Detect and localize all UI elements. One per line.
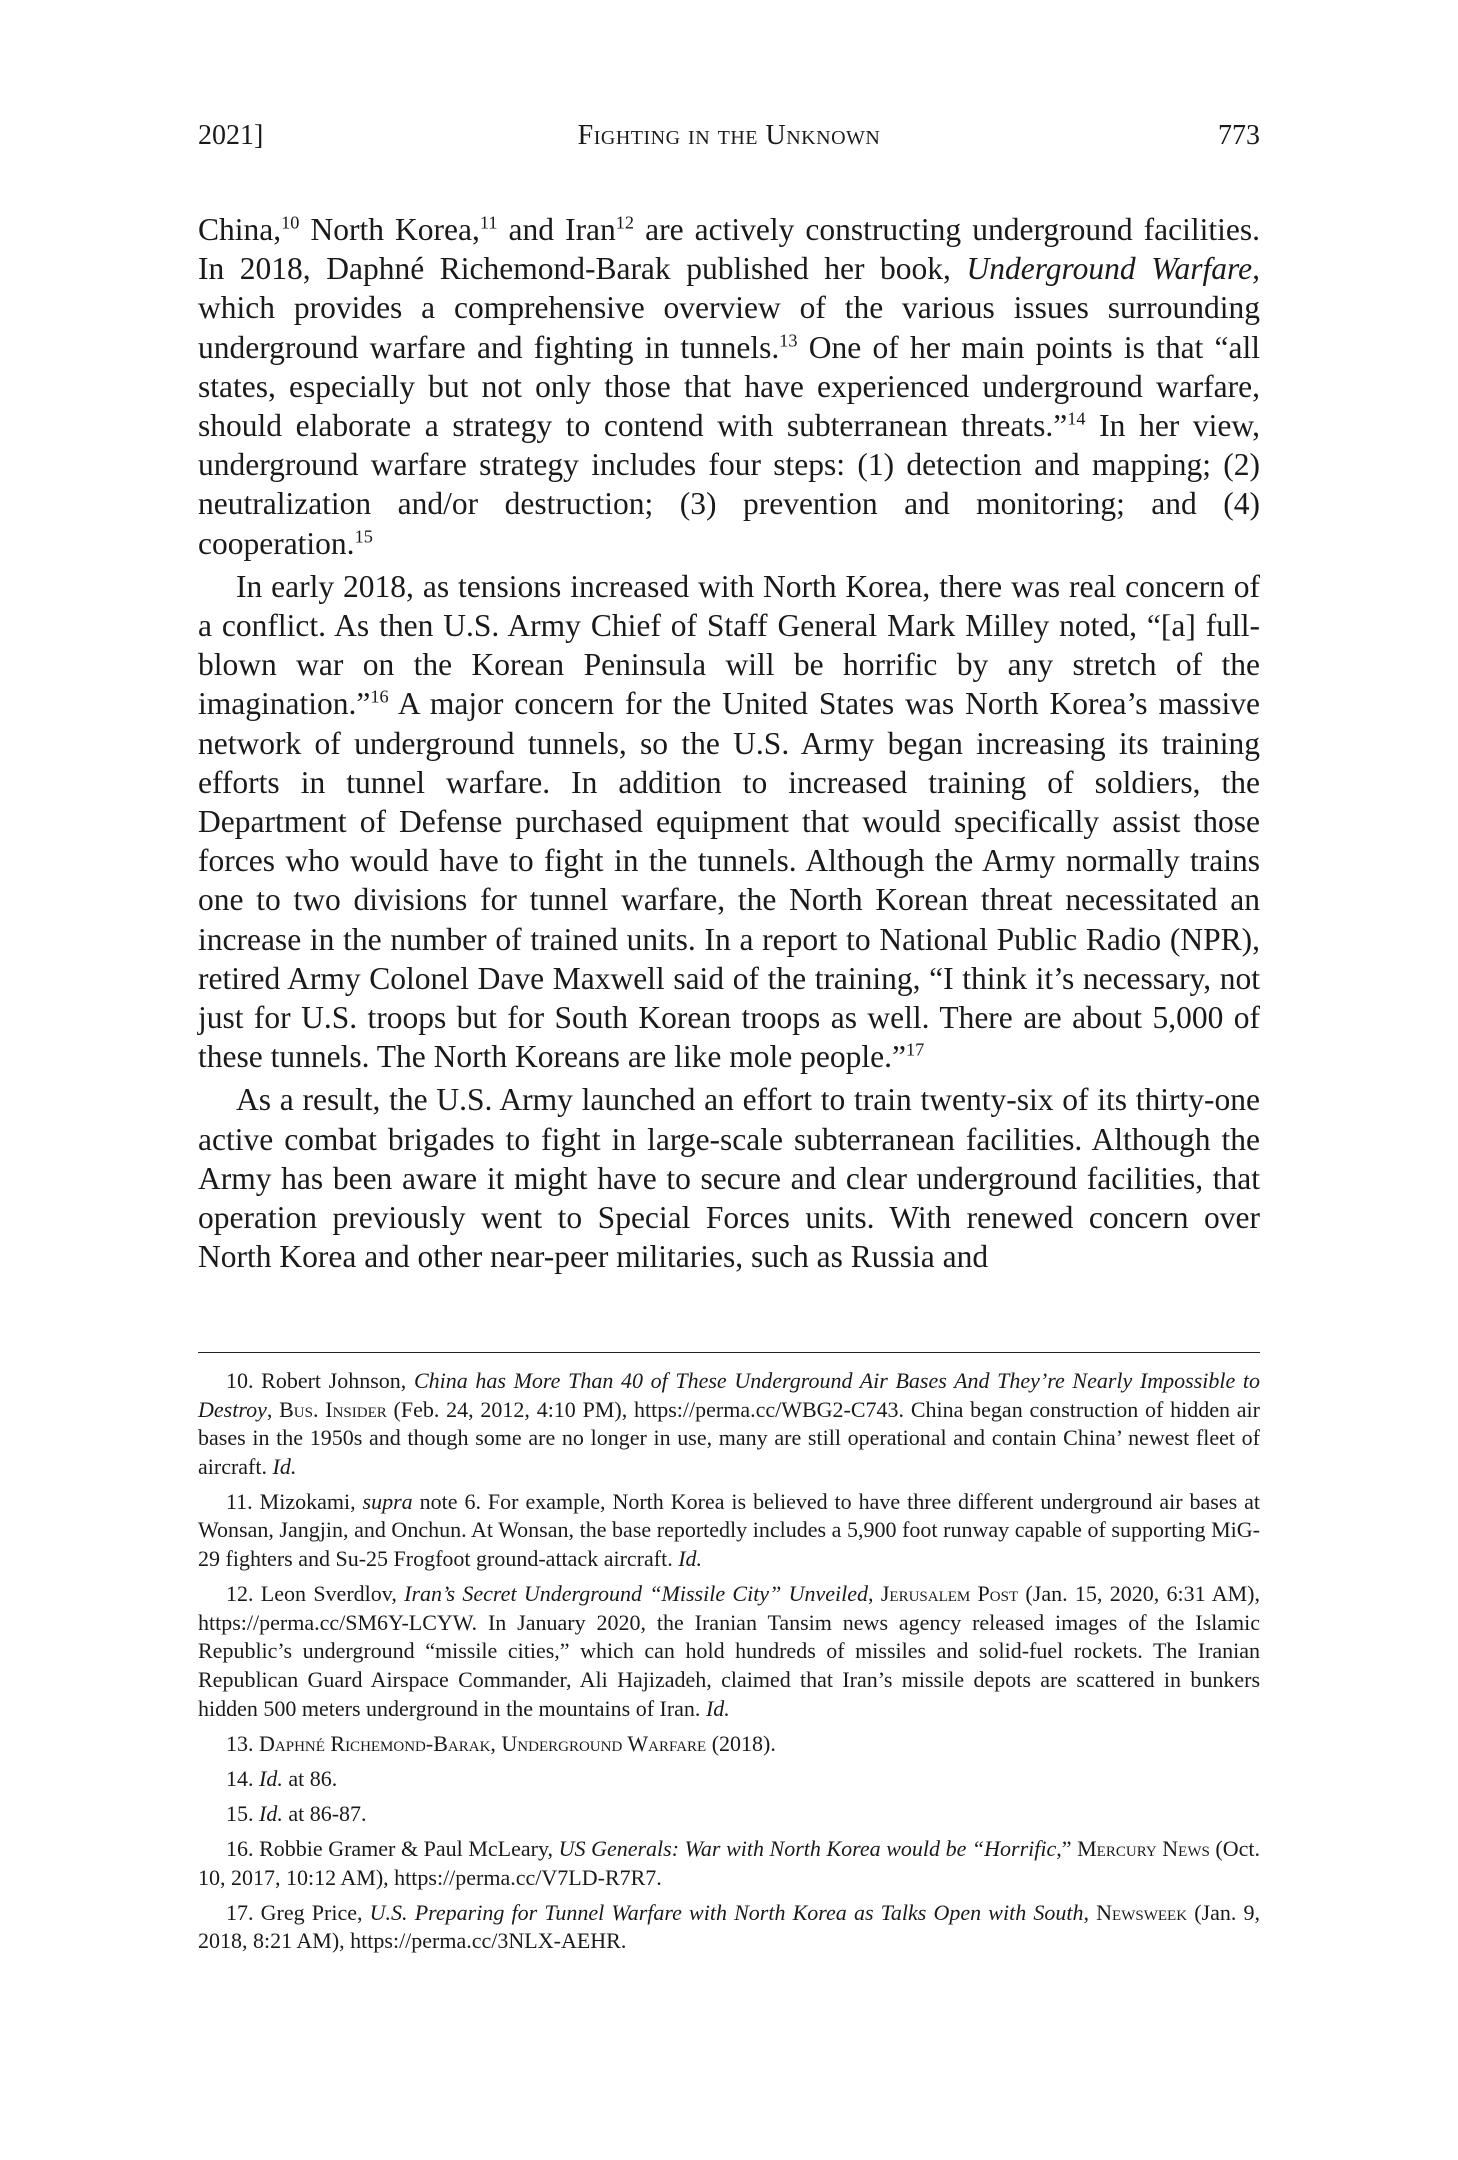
footnote-ref: 14 [1067,408,1086,429]
citation-signal: Id. [259,1765,283,1791]
footnote [198,1580,1260,1723]
footnote-ref: 16 [370,686,389,707]
article-title: China has More Than 40 of These Underground Air Bases And They’re Nearly Impossible to Destroy [198,1368,1261,1422]
footnote-number: 12. [226,1581,254,1607]
article-title: U.S. Preparing for Tunnel Warfare with North Korea as Talks Open with South [369,1899,1084,1925]
volume-year: 2021] [198,120,264,151]
footnote [198,1835,1260,1892]
footnote-number: 15. [226,1800,254,1826]
text-run: In early 2018, as tensions increased with North Korea, there was real concern of a conflict. As then U.S. Army Chief of Staff General Mark Milley noted, “[a] full-blown war on the Korean Peninsula will be horrific by any stretch of the imagination.” [198,568,1260,722]
publication-name: Jerusalem Post [880,1581,1019,1607]
text-run: (2018). [706,1730,776,1756]
text-run: China, [198,212,282,247]
book-citation: Daphné Richemond-Barak, Underground Warfare [259,1730,707,1756]
text-run: and Iran [497,212,616,247]
footnote-ref: 12 [615,212,635,233]
footnote-number: 17. [226,1899,254,1925]
footnote-number: 14. [226,1765,254,1791]
footnote [198,1800,1260,1829]
paragraph [198,1080,1260,1276]
book-title: Underground Warfare, [966,251,1261,287]
text-run: , [868,1581,881,1607]
footnote-ref: 10 [281,212,300,233]
citation-signal: Id. [705,1695,730,1721]
text-run: North Korea, [299,212,480,247]
text-run: (Jan. 9, 2018, 8:21 AM), https://perma.cc/3NLX-AEHR. [198,1899,1261,1954]
text-run: which provides a comprehensive overview of the various issues surrounding underground warfare and fighting in tunnels. [198,290,1260,365]
citation-signal: supra [362,1488,413,1514]
citation-signal: Id. [272,1453,297,1479]
text-run: are actively constructing underground facilities. In 2018, Daphné Richemond-Barak published her book, [198,212,1260,287]
footnotes [198,1367,1260,1962]
footnote [198,1367,1260,1481]
text-run: In her view, underground warfare strategy includes four steps: (1) detection and mapping; (2) neutralization and/or destruction; (3) prevention and monitoring; and (4) cooperation. [198,408,1260,561]
footnote [198,1730,1260,1759]
text-run: As a result, the U.S. Army launched an effort to train twenty-six of its thirty-one active combat brigades to fight in large-scale subterranean facilities. Although the Army has been aware it might have to secure and clear underground facilities, that operation previously went to Special Forces units. With renewed concern over North Korea and other near-peer militaries, such as Russia and [198,1082,1260,1275]
footnote-number: 11. [226,1488,253,1514]
footnote-number: 13. [226,1730,254,1756]
main-text [198,210,1260,1276]
article-title: Iran’s Secret Underground “Missile City” Unveiled [404,1581,869,1607]
footnote [198,1899,1260,1956]
article-title: US Generals: War with North Korea would be “Horrific [558,1835,1057,1861]
footnote [198,1765,1260,1794]
footnote-ref: 17 [905,1039,925,1060]
paragraph [198,210,1260,563]
publication-name: Newsweek [1096,1899,1188,1925]
text-run: , [266,1396,280,1422]
text-run: , [1083,1899,1097,1925]
paragraph [198,567,1260,1077]
text-run: Leon Sverdlov, [253,1581,405,1607]
text-run: at 86-87. [282,1800,367,1826]
footnote-ref: 13 [779,330,798,351]
text-run: A major concern for the United States was North Korea’s massive network of underground tunnels, so the U.S. Army began increasing its training efforts in tunnel warfare. In addition to increased training of soldiers, the Department of Defense purchased equipment that would specifically assist those forces who would have to fight in the tunnels. Although the Army normally trains one to two divisions for tunnel warfare, the North Korean threat necessitated an increase in the number of trained units. In a report to National Public Radio (NPR), retired Army Colonel Dave Maxwell said of the training, “I think it’s necessary, not just for U.S. troops but for South Korean troops as well. There are about 5,000 of these tunnels. The North Koreans are like mole people.” [198,686,1260,1075]
footnote-number: 10. [226,1368,254,1393]
text-run: (Oct. 10, 2017, 10:12 AM), https://perma.cc/V7LD-R7R7. [198,1835,1260,1890]
text-run: (Feb. 24, 2012, 4:10 PM), https://perma.cc/WBG2-C743. China began construction of hidden air bases in the 1950s and though some are no longer in use, many are still operational and contain China’ newest fleet of aircraft. [198,1396,1260,1479]
text-run: Robert Johnson, [253,1368,414,1393]
footnote-separator [198,1352,1260,1353]
text-run: at 86. [282,1765,338,1791]
text-run: Robbie Gramer & Paul McLeary, [253,1835,559,1861]
running-title: Fighting in the Unknown [577,120,881,151]
footnote-ref: 15 [354,526,373,547]
text-run: note 6. For example, North Korea is believed to have three different underground air bases at Wonsan, Jangjin, and Onchun. At Wonsan, the base reportedly includes a 5,900 foot runway capable of supporting MiG-29 fighters and Su-25 Frogfoot ground-attack aircraft. [198,1488,1260,1572]
text-run: One of her main points is that “all states, especially but not only those that have experienced underground warfare, should elaborate a strategy to contend with subterranean threats.” [198,329,1260,444]
citation-signal: Id. [259,1800,283,1826]
page-number: 773 [1218,120,1260,151]
publication-name: Mercury News [1077,1835,1210,1861]
text-run: ,” [1056,1835,1078,1861]
footnote-number: 16. [226,1835,254,1861]
footnote [198,1488,1260,1574]
publication-name: Bus. Insider [279,1396,387,1422]
citation-signal: Id. [678,1546,703,1572]
text-run: Greg Price, [253,1899,370,1925]
text-run: Mizokami, [252,1488,363,1514]
footnote-ref: 11 [479,212,498,233]
text-run: (Jan. 15, 2020, 6:31 AM), https://perma.cc/SM6Y-LCYW. In January 2020, the Iranian Tansim news agency released images of the Islamic Republic’s underground “missile cities,” which can hold hundreds of missiles and solid-fuel rockets. The Iranian Republican Guard Airspace Commander, Ali Hajizadeh, claimed that Iran’s missile depots are scattered in bunkers hidden 500 meters underground in the mountains of Iran. [198,1581,1260,1721]
